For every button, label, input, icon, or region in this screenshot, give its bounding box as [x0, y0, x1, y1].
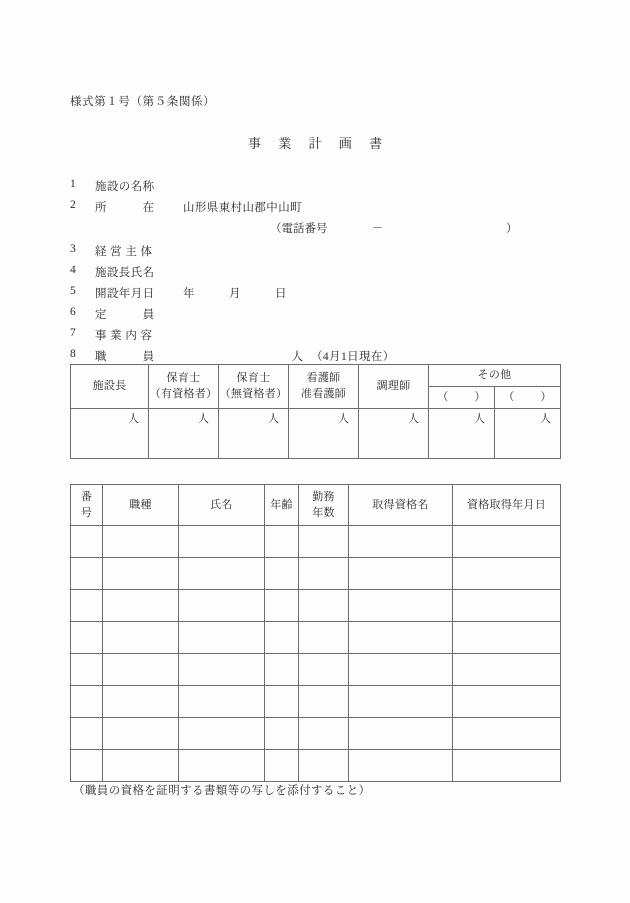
open-date-month-label: 月	[229, 288, 241, 300]
header-label: 取得資格名	[372, 498, 429, 511]
field-label-capacity: 定 員	[95, 309, 155, 321]
table-cell[interactable]	[453, 526, 561, 558]
count-cell-nurse[interactable]: 人	[289, 409, 359, 459]
telephone-close-paren: ）	[506, 223, 518, 235]
field-row-capacity	[70, 306, 570, 327]
table-row	[71, 750, 561, 782]
table-cell[interactable]	[349, 590, 453, 622]
field-number: 7	[70, 327, 76, 339]
field-number: 5	[70, 285, 76, 297]
staff-detail-table	[70, 484, 561, 782]
table-cell[interactable]	[299, 558, 349, 590]
table-cell[interactable]	[453, 718, 561, 750]
staff-detail-body	[71, 526, 561, 782]
table-cell[interactable]	[103, 686, 179, 718]
header-sublabel: （有資格者）	[149, 387, 218, 400]
header-sublabel: 年数	[312, 507, 335, 519]
telephone-label: （電話番号	[270, 223, 328, 235]
field-value-address[interactable]: 山形県東村山郡中山町	[183, 202, 302, 214]
table-row	[71, 558, 561, 590]
header-label: 調理師	[376, 379, 411, 392]
table-cell[interactable]	[453, 558, 561, 590]
field-number: 2	[70, 199, 76, 211]
header-name	[179, 485, 265, 526]
table-cell[interactable]	[103, 750, 179, 782]
header-label: 年齢	[270, 498, 293, 511]
field-number: 8	[70, 348, 76, 360]
staff-detail-header-row	[71, 485, 561, 526]
page-title: 事 業 計 画 書	[247, 136, 389, 151]
header-cook	[359, 365, 429, 409]
table-cell[interactable]	[265, 718, 299, 750]
table-cell[interactable]	[299, 622, 349, 654]
close-paren: ）	[474, 391, 486, 404]
header-job-type	[103, 485, 179, 526]
count-cell-other-1[interactable]: 人	[429, 409, 495, 459]
form-number: 様式第１号（第５条関係）	[70, 96, 216, 108]
header-nursery-teacher-unlicensed	[219, 365, 289, 409]
header-qualification-name	[349, 485, 453, 526]
field-number: 1	[70, 178, 76, 190]
header-label: 職種	[129, 498, 152, 511]
telephone-group	[270, 220, 518, 236]
table-row	[71, 654, 561, 686]
table-cell[interactable]	[299, 750, 349, 782]
table-row	[71, 526, 561, 558]
table-cell[interactable]	[265, 654, 299, 686]
table-cell[interactable]	[265, 558, 299, 590]
header-sublabel: 准看護師	[300, 387, 347, 400]
table-cell[interactable]	[265, 526, 299, 558]
table-cell[interactable]	[349, 686, 453, 718]
table-cell[interactable]	[349, 558, 453, 590]
table-cell[interactable]	[179, 590, 265, 622]
table-cell[interactable]	[179, 622, 265, 654]
table-cell[interactable]	[453, 590, 561, 622]
staff-summary-header-row-1	[71, 365, 561, 387]
table-cell[interactable]	[103, 654, 179, 686]
header-sublabel: （無資格者）	[219, 387, 288, 400]
header-label: 氏名	[210, 498, 233, 511]
field-row-business-content	[70, 327, 570, 348]
count-cell-other-2[interactable]: 人	[495, 409, 561, 459]
open-date-day-label: 日	[275, 288, 287, 300]
table-cell[interactable]	[103, 558, 179, 590]
table-cell[interactable]	[299, 654, 349, 686]
table-cell[interactable]	[71, 526, 103, 558]
field-row-operator	[70, 243, 570, 264]
table-cell[interactable]	[103, 718, 179, 750]
field-row-address	[70, 199, 570, 220]
staff-count-unit: 人	[291, 351, 303, 363]
header-other-blank-1[interactable]	[429, 387, 495, 409]
field-row-facility-name	[70, 178, 570, 199]
table-cell[interactable]	[453, 750, 561, 782]
field-number: 6	[70, 306, 76, 318]
table-cell[interactable]	[299, 590, 349, 622]
table-cell[interactable]	[103, 622, 179, 654]
staff-summary-table	[70, 364, 561, 459]
header-years-of-service	[299, 485, 349, 526]
table-cell[interactable]	[71, 750, 103, 782]
table-cell[interactable]	[179, 750, 265, 782]
field-number: 4	[70, 264, 76, 276]
field-row-director-name	[70, 264, 570, 285]
table-row	[71, 622, 561, 654]
table-cell[interactable]	[71, 718, 103, 750]
header-number	[71, 485, 103, 526]
table-cell[interactable]	[179, 686, 265, 718]
table-cell[interactable]	[453, 654, 561, 686]
header-age	[265, 485, 299, 526]
count-cell-cook[interactable]: 人	[359, 409, 429, 459]
table-cell[interactable]	[453, 686, 561, 718]
table-cell[interactable]	[71, 558, 103, 590]
table-cell[interactable]	[179, 558, 265, 590]
telephone-row	[70, 220, 570, 243]
header-label: 資格取得年月日	[466, 498, 547, 511]
header-label: 番	[80, 490, 93, 503]
footnote: （職員の資格を証明する書類等の写しを添付すること）	[73, 785, 371, 797]
count-cell-facility-director[interactable]: 人	[71, 409, 149, 459]
header-other-blank-2[interactable]	[495, 387, 561, 409]
header-label: 保育士	[236, 371, 271, 384]
telephone-dash: －	[371, 223, 384, 235]
table-cell[interactable]	[299, 686, 349, 718]
table-cell[interactable]	[265, 590, 299, 622]
table-cell[interactable]	[71, 654, 103, 686]
table-cell[interactable]	[299, 526, 349, 558]
field-label-open-date: 開設年月日	[95, 288, 155, 300]
field-label-address: 所 在	[95, 202, 155, 214]
field-row-open-date	[70, 285, 570, 306]
table-row	[71, 686, 561, 718]
open-date-year-label: 年	[183, 288, 195, 300]
table-cell[interactable]	[179, 526, 265, 558]
table-cell[interactable]	[71, 590, 103, 622]
field-label-director-name: 施設長氏名	[95, 267, 155, 279]
table-cell[interactable]	[265, 750, 299, 782]
table-cell[interactable]	[299, 718, 349, 750]
count-cell-nursery-licensed[interactable]: 人	[149, 409, 219, 459]
table-cell[interactable]	[349, 622, 453, 654]
field-label-staff: 職 員	[95, 351, 155, 363]
header-label: 勤務	[312, 490, 335, 503]
field-number: 3	[70, 243, 76, 255]
table-cell[interactable]	[349, 526, 453, 558]
table-cell[interactable]	[349, 654, 453, 686]
staff-summary-value-row	[71, 409, 561, 459]
table-cell[interactable]	[179, 718, 265, 750]
header-sublabel: 号	[80, 507, 93, 519]
header-label: 看護師	[306, 371, 341, 384]
table-cell[interactable]	[265, 622, 299, 654]
header-label: 保育士	[166, 371, 201, 384]
header-nursery-teacher-licensed	[149, 365, 219, 409]
field-label-business-content: 事 業 内 容	[95, 330, 153, 342]
table-row	[71, 590, 561, 622]
header-other-group: その他	[429, 365, 561, 387]
count-cell-nursery-unlicensed[interactable]: 人	[219, 409, 289, 459]
close-paren: ）	[540, 391, 552, 404]
open-paren: （	[503, 391, 515, 404]
table-cell[interactable]	[179, 654, 265, 686]
field-label-facility-name: 施設の名称	[95, 181, 155, 193]
header-nurse	[289, 365, 359, 409]
table-cell[interactable]	[103, 526, 179, 558]
header-qualification-date	[453, 485, 561, 526]
staff-count-asof: （4月1日現在）	[311, 351, 395, 363]
field-label-operator: 経 営 主 体	[95, 246, 153, 258]
table-row	[71, 718, 561, 750]
table-cell[interactable]	[71, 622, 103, 654]
header-label: 施設長	[92, 379, 127, 392]
table-cell[interactable]	[349, 718, 453, 750]
table-cell[interactable]	[103, 590, 179, 622]
open-paren: （	[437, 391, 449, 404]
header-facility-director	[71, 365, 149, 409]
open-date-group[interactable]	[183, 285, 321, 301]
table-cell[interactable]	[71, 686, 103, 718]
table-cell[interactable]	[453, 622, 561, 654]
table-cell[interactable]	[349, 750, 453, 782]
field-list	[70, 178, 570, 369]
table-cell[interactable]	[265, 686, 299, 718]
